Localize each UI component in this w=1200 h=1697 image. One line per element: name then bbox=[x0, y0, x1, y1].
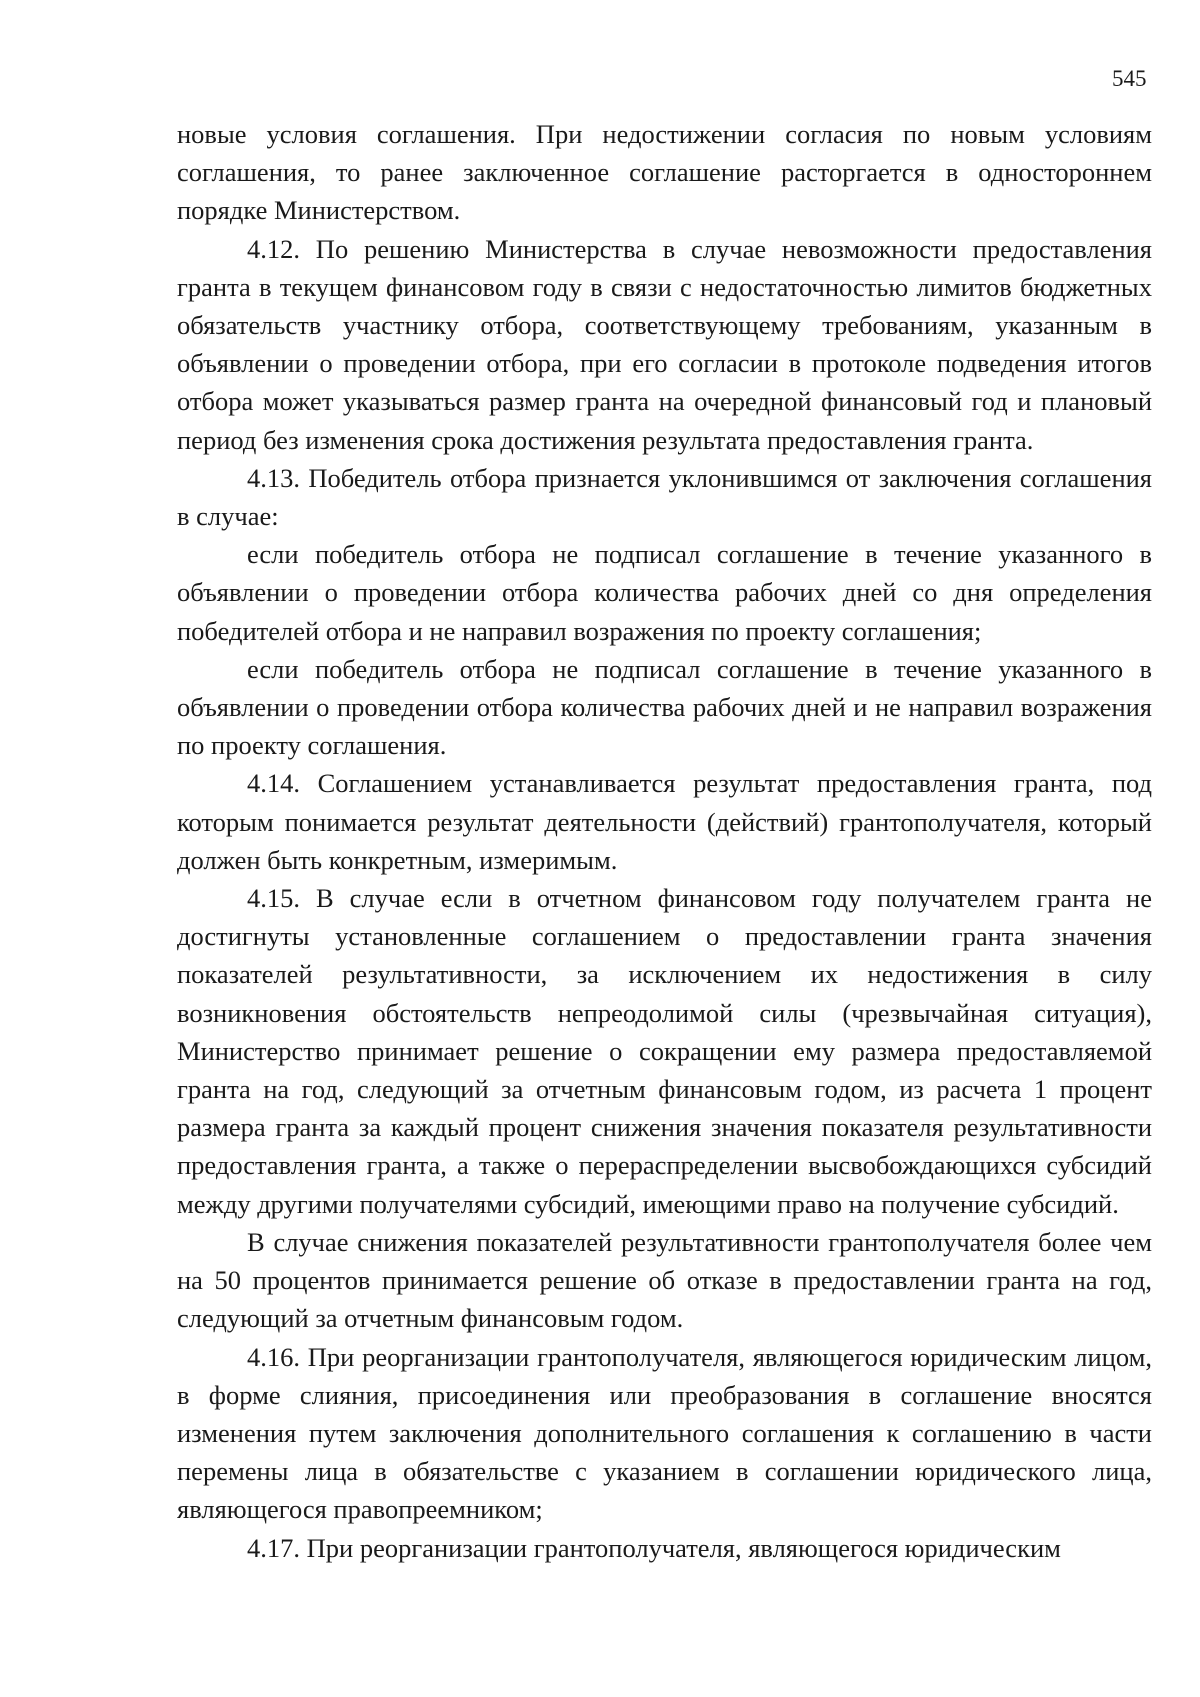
paragraph-4-16: 4.16. При реорганизации грантополучателя, являющегося юридическим лицом, в форме слияния, присоединения или преобразования в соглашение вносятся изменения путем заключения дополнительного соглашения к соглашению в части перемены лица в обязательстве с указанием в соглашении юридического лица, являющегося правопреемником; bbox=[177, 1341, 1152, 1525]
paragraph-4-15-continued: В случае снижения показателей результативности грантополучателя более чем на 50 процентов принимается решение об отказе в предоставлении гранта на год, следующий за отчетным финансовым годом. bbox=[177, 1226, 1152, 1334]
paragraph-4-15: 4.15. В случае если в отчетном финансовом году получателем гранта не достигнуты установленные соглашением о предоставлении гранта значения показателей результативности, за исключением их недостижения в силу возникновения обстоятельств непреодолимой силы (чрезвычайная ситуация), Министерство принимает решение о сокращении ему размера предоставляемой гранта на год, следующий за отчетным финансовым годом, из расчета 1 процент размера гранта за каждый процент снижения значения показателя результативности предоставления гранта, а также о перераспределении высвобождающихся субсидий между другими получателями субсидий, имеющими право на получение субсидий. bbox=[177, 883, 1152, 1219]
paragraph-4-14: 4.14. Соглашением устанавливается результат предоставления гранта, под которым понимается результат деятельности (действий) грантополучателя, который должен быть конкретным, измеримым. bbox=[177, 768, 1152, 875]
paragraph: новые условия соглашения. При недостижении согласия по новым условиям соглашения, то ранее заключенное соглашение расторгается в одностороннем порядке Министерством. bbox=[177, 119, 1152, 226]
page-number: 545 bbox=[1112, 66, 1147, 91]
document-body bbox=[177, 115, 1152, 1567]
paragraph-4-17: 4.17. При реорганизации грантополучателя, являющегося юридическим bbox=[247, 1532, 1061, 1563]
paragraph-4-12: 4.12. По решению Министерства в случае невозможности предоставления гранта в текущем финансовом году в связи с недостаточностью лимитов бюджетных обязательств участнику отбора, соответствующему требованиям, указанным в объявлении о проведении отбора, при его согласии в протоколе подведения итогов отбора может указываться размер гранта на очередной финансовый год и плановый период без изменения срока достижения результата предоставления гранта. bbox=[177, 233, 1152, 455]
paragraph-4-13: 4.13. Победитель отбора признается уклонившимся от заключения соглашения в случае: bbox=[177, 462, 1152, 532]
paragraph-4-13-case-1: если победитель отбора не подписал соглашение в течение указанного в объявлении о проведении отбора количества рабочих дней со дня определения победителей отбора и не направил возражения по проекту соглашения; bbox=[177, 539, 1152, 646]
paragraph-4-13-case-2: если победитель отбора не подписал соглашение в течение указанного в объявлении о проведении отбора количества рабочих дней и не направил возражения по проекту соглашения. bbox=[177, 653, 1152, 761]
